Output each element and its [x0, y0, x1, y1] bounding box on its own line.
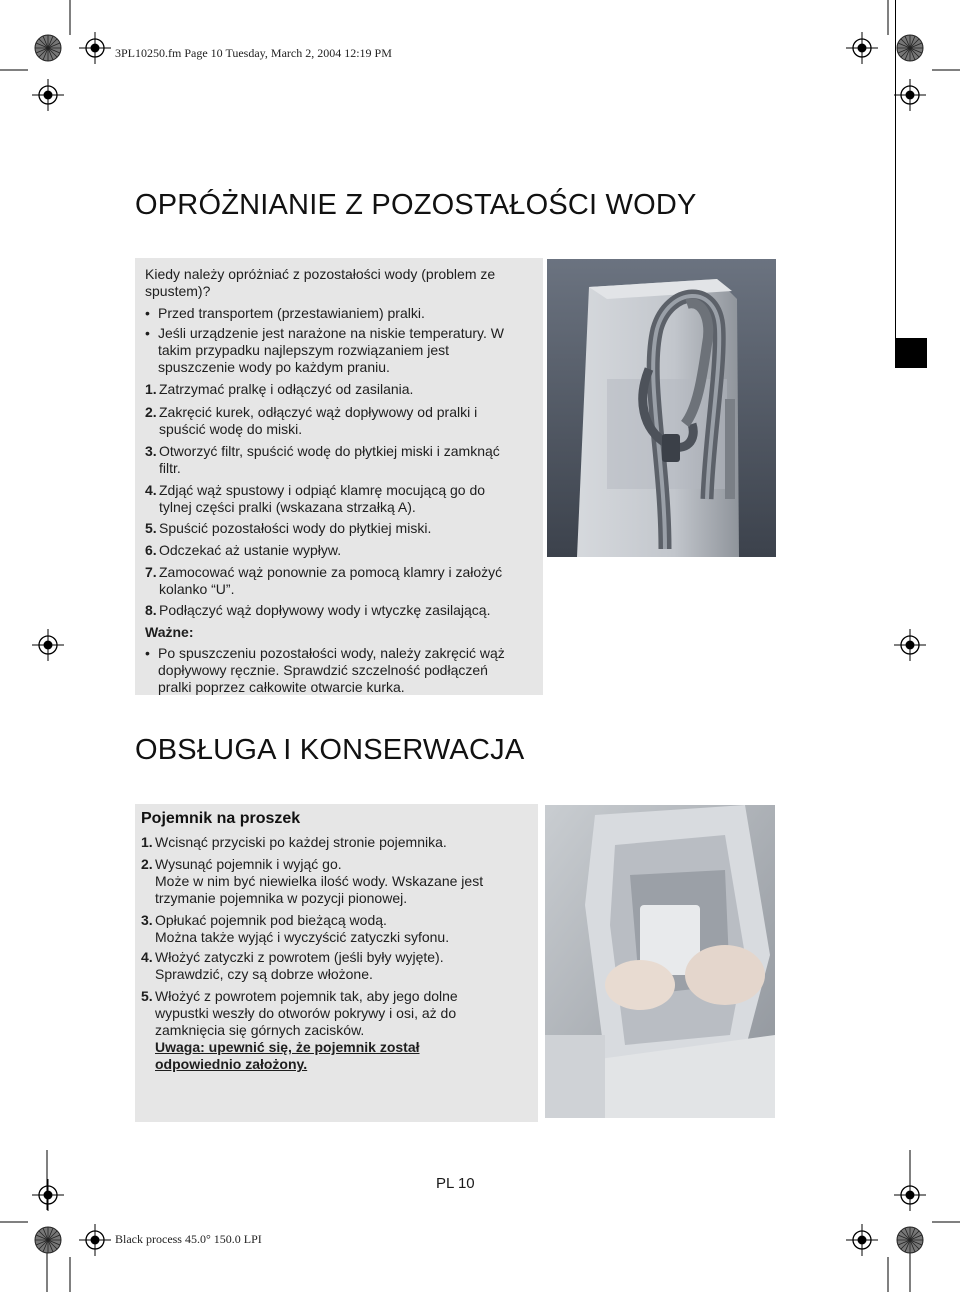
important-line: Po spuszczeniu pozostałości wody, należy zakręcić wąż	[158, 645, 505, 661]
warning-line: odpowiednio założony.	[155, 1056, 308, 1072]
step-line: Włożyć z powrotem pojemnik tak, aby jego dolne	[155, 988, 458, 1004]
step-number: 1.	[145, 381, 157, 397]
step-number: 2.	[141, 856, 153, 872]
important-line: dopływowy ręcznie. Sprawdzić szczelność podłączeń	[158, 662, 488, 678]
step-line: Zatrzymać pralkę i odłączyć od zasilania.	[159, 381, 414, 397]
section-title-maintenance: OBSŁUGA I KONSERWACJA	[135, 734, 525, 766]
step-number: 5.	[141, 988, 153, 1004]
footer-process-info: Black process 45.0° 150.0 LPI	[115, 1232, 262, 1246]
bullet-dot: •	[145, 305, 150, 321]
bullet-line: Jeśli urządzenie jest narażone na niskie temperatury. W	[158, 325, 505, 341]
detergent-drawer-subtitle: Pojemnik na proszek	[141, 810, 301, 827]
step-number: 7.	[145, 564, 157, 580]
intro-line: Kiedy należy opróżniać z pozostałości wody (problem ze	[145, 266, 496, 282]
step-line: Wysunąć pojemnik i wyjąć go.	[155, 856, 342, 872]
step-line: zamknięcia się górnych zacisków.	[155, 1022, 365, 1038]
step-line: kolanko “U”.	[159, 581, 235, 597]
step-line: filtr.	[159, 460, 181, 476]
bullet-dot: •	[145, 645, 150, 661]
step-line: Zakręcić kurek, odłączyć wąż dopływowy od pralki i	[159, 404, 478, 420]
step-line: Zamocować wąż ponownie za pomocą klamry i założyć	[159, 564, 503, 580]
step-number: 3.	[141, 912, 153, 928]
step-number: 4.	[141, 949, 153, 965]
important-line: pralki poprzez całkowite otwarcie kurka.	[158, 679, 405, 695]
warning-line: Uwaga: upewnić się, że pojemnik został	[155, 1039, 420, 1055]
step-line: Odczekać aż ustanie wypływ.	[159, 542, 342, 558]
step-line: Zdjąć wąż spustowy i odpiąć klamrę mocującą go do	[159, 482, 486, 498]
step-line: wypustki weszły do otworów pokrywy i osi, aż do	[155, 1005, 457, 1021]
thumb-tab-line	[895, 0, 896, 345]
step-number: 8.	[145, 602, 157, 618]
bullet-line: Przed transportem (przestawianiem) pralki.	[158, 305, 425, 321]
step-line: Podłączyć wąż dopływowy wody i wtyczkę zasilającą.	[159, 602, 491, 618]
step-line: spuścić wodę do miski.	[159, 421, 303, 437]
section-title-draining: OPRÓŻNIANIE Z POZOSTAŁOŚCI WODY	[135, 189, 697, 221]
bullet-dot: •	[145, 325, 150, 341]
bullet-line: takim przypadku najlepszym rozwiązaniem jest	[158, 342, 449, 358]
step-line: trzymanie pojemnika w pozycji pionowej.	[155, 890, 408, 906]
detergent-drawer-removal-photo	[545, 805, 775, 1118]
step-number: 6.	[145, 542, 157, 558]
thumb-tab	[895, 338, 927, 368]
step-number: 4.	[145, 482, 157, 498]
step-number: 5.	[145, 520, 157, 536]
step-number: 3.	[145, 443, 157, 459]
bullet-line: spuszczenie wody po każdym praniu.	[158, 359, 390, 375]
intro-line: spustem)?	[145, 283, 211, 299]
step-line: Opłukać pojemnik pod bieżącą wodą.	[155, 912, 387, 928]
washer-back-drain-hose-photo	[547, 259, 776, 557]
step-line: Sprawdzić, czy są dobrze włożone.	[155, 966, 373, 982]
step-line: Może w nim być niewielka ilość wody. Wskazane jest	[155, 873, 484, 889]
important-label: Ważne:	[145, 624, 194, 640]
step-line: Wcisnąć przyciski po każdej stronie pojemnika.	[155, 834, 447, 850]
step-number: 1.	[141, 834, 153, 850]
step-number: 2.	[145, 404, 157, 420]
step-line: Otworzyć filtr, spuścić wodę do płytkiej miski i zamknąć	[159, 443, 500, 459]
step-line: Można także wyjąć i wyczyścić zatyczki syfonu.	[155, 929, 450, 945]
step-line: Włożyć zatyczki z powrotem (jeśli były wyjęte).	[155, 949, 444, 965]
step-line: tylnej części pralki (wskazana strzałką A).	[159, 499, 416, 515]
header-file-info: 3PL10250.fm Page 10 Tuesday, March 2, 2004 12:19 PM	[115, 46, 392, 60]
page-number: PL 10	[436, 1175, 475, 1192]
step-line: Spuścić pozostałości wody do płytkiej miski.	[159, 520, 432, 536]
draining-instructions-box	[135, 258, 543, 695]
